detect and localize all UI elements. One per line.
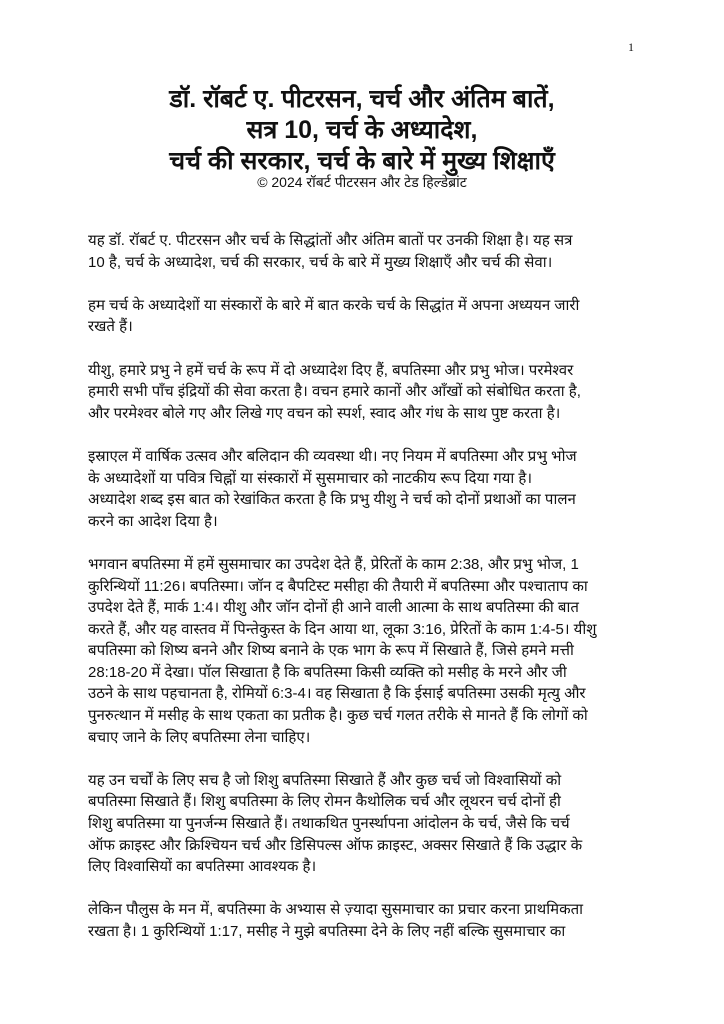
text-line: लेकिन पौलुस के मन में, बपतिस्मा के अभ्यास से ज़्यादा सुसमाचार का प्रचार करना प्राथमिकता: [88, 901, 584, 919]
text-line: यीशु, हमारे प्रभु ने हमें चर्च के रूप में दो अध्यादेश दिए हैं, बपतिस्मा और प्रभु भोज। परमेश्वर: [88, 361, 574, 379]
document-body: [88, 230, 640, 964]
text-line: और परमेश्वर बोले गए और लिखे गए वचन को स्पर्श, स्वाद और गंध के साथ पुष्ट करता है।: [88, 404, 561, 422]
document-title: [0, 84, 724, 177]
text-line: इस्राएल में वार्षिक उत्सव और बलिदान की व्यवस्था थी। नए नियम में बपतिस्मा और प्रभु भोज: [88, 447, 577, 465]
copyright-notice: © 2024 रॉबर्ट पीटरसन और टेड हिल्डेब्रांट: [257, 174, 467, 190]
text-line: रखते हैं।: [88, 318, 133, 336]
text-line: अध्यादेश शब्द इस बात को रेखांकित करता है कि प्रभु यीशु ने चर्च को दोनों प्रथाओं का पालन: [88, 491, 576, 509]
title-line: सत्र 10, चर्च के अध्यादेश,: [246, 116, 478, 144]
text-line: भगवान बपतिस्मा में हमें सुसमाचार का उपदेश देते हैं, प्रेरितों के काम 2:38, और प्रभु भोज, 1: [88, 555, 579, 573]
page-number: 1: [628, 40, 634, 54]
text-line: बपतिस्मा को शिष्य बनने और शिष्य बनाने के एक भाग के रूप में सिखाते हैं, जिसे हमने मत्ती: [88, 642, 574, 660]
text-line: कुरिन्थियों 11:26। बपतिस्मा। जॉन द बैपटिस्ट मसीहा की तैयारी में बपतिस्मा और पश्चाताप का: [88, 577, 588, 595]
paragraph: [88, 770, 640, 878]
text-line: उपदेश देते हैं, मार्क 1:4। यीशु और जॉन दोनों ही आने वाली आत्मा के साथ बपतिस्मा की बात: [88, 599, 579, 617]
text-line: करते हैं, और यह वास्तव में पिन्तेकुस्त के दिन आया था, लूका 3:16, प्रेरितों के काम 1:4-5। यीशु: [88, 620, 597, 638]
paragraph: [88, 230, 640, 273]
text-line: करने का आदेश दिया है।: [88, 512, 218, 530]
text-line: लिए विश्वासियों का बपतिस्मा आवश्यक है।: [88, 858, 317, 876]
text-line: शिशु बपतिस्मा या पुनर्जन्म सिखाते हैं। तथाकथित पुनर्स्थापना आंदोलन के चर्च, जैसे कि चर्च: [88, 815, 570, 833]
text-line: 28:18-20 में देखा। पॉल सिखाता है कि बपतिस्मा किसी व्यक्ति को मसीह के मरने और जी: [88, 663, 567, 681]
text-line: यह उन चर्चों के लिए सच है जो शिशु बपतिस्मा सिखाते हैं और कुछ चर्च जो विश्वासियों को: [88, 771, 562, 789]
text-line: बपतिस्मा सिखाते हैं। शिशु बपतिस्मा के लिए रोमन कैथोलिक चर्च और लूथरन चर्च दोनों ही: [88, 793, 561, 811]
text-line: बचाए जाने के लिए बपतिस्मा लेना चाहिए।: [88, 728, 311, 746]
text-line: पुनरुत्थान में मसीह के साथ एकता का प्रतीक है। कुछ चर्च गलत तरीके से मानते हैं कि लोगों को: [88, 707, 588, 725]
text-line: 10 है, चर्च के अध्यादेश, चर्च की सरकार, चर्च के बारे में मुख्य शिक्षाएँ और चर्च की सेवा।: [88, 253, 553, 271]
text-line: रखता है। 1 कुरिन्थियों 1:17, मसीह ने मुझे बपतिस्मा देने के लिए नहीं बल्कि सुसमाचार का: [88, 923, 566, 940]
text-line: हम चर्च के अध्यादेशों या संस्कारों के बारे में बात करके चर्च के सिद्धांत में अपना अध्ययन जारी: [88, 296, 580, 314]
paragraph: [88, 899, 640, 942]
paragraph: [88, 295, 640, 338]
paragraph: [88, 554, 640, 748]
text-line: हमारी सभी पाँच इंद्रियों की सेवा करता है। वचन हमारे कानों और आँखों को संबोधित करता है,: [88, 383, 581, 401]
title-line: डॉ. रॉबर्ट ए. पीटरसन, चर्च और अंतिम बातें,: [169, 85, 555, 113]
text-line: ऑफ क्राइस्ट और क्रिश्चियन चर्च और डिसिपल्स ऑफ क्राइस्ट, अक्सर सिखाते हैं कि उद्धार के: [88, 836, 583, 854]
paragraph: [88, 360, 640, 425]
text-line: उठने के साथ पहचानता है, रोमियों 6:3-4। वह सिखाता है कि ईसाई बपतिस्मा उसकी मृत्यु और: [88, 685, 586, 703]
text-line: के अध्यादेशों या पवित्र चिह्नों या संस्कारों में सुसमाचार को नाटकीय रूप दिया गया है।: [88, 469, 533, 487]
paragraph: [88, 446, 640, 532]
text-line: यह डॉ. रॉबर्ट ए. पीटरसन और चर्च के सिद्धांतों और अंतिम बातों पर उनकी शिक्षा है। यह सत्र: [88, 232, 573, 249]
title-line: चर्च की सरकार, चर्च के बारे में मुख्य शिक्षाएँ: [169, 147, 555, 175]
